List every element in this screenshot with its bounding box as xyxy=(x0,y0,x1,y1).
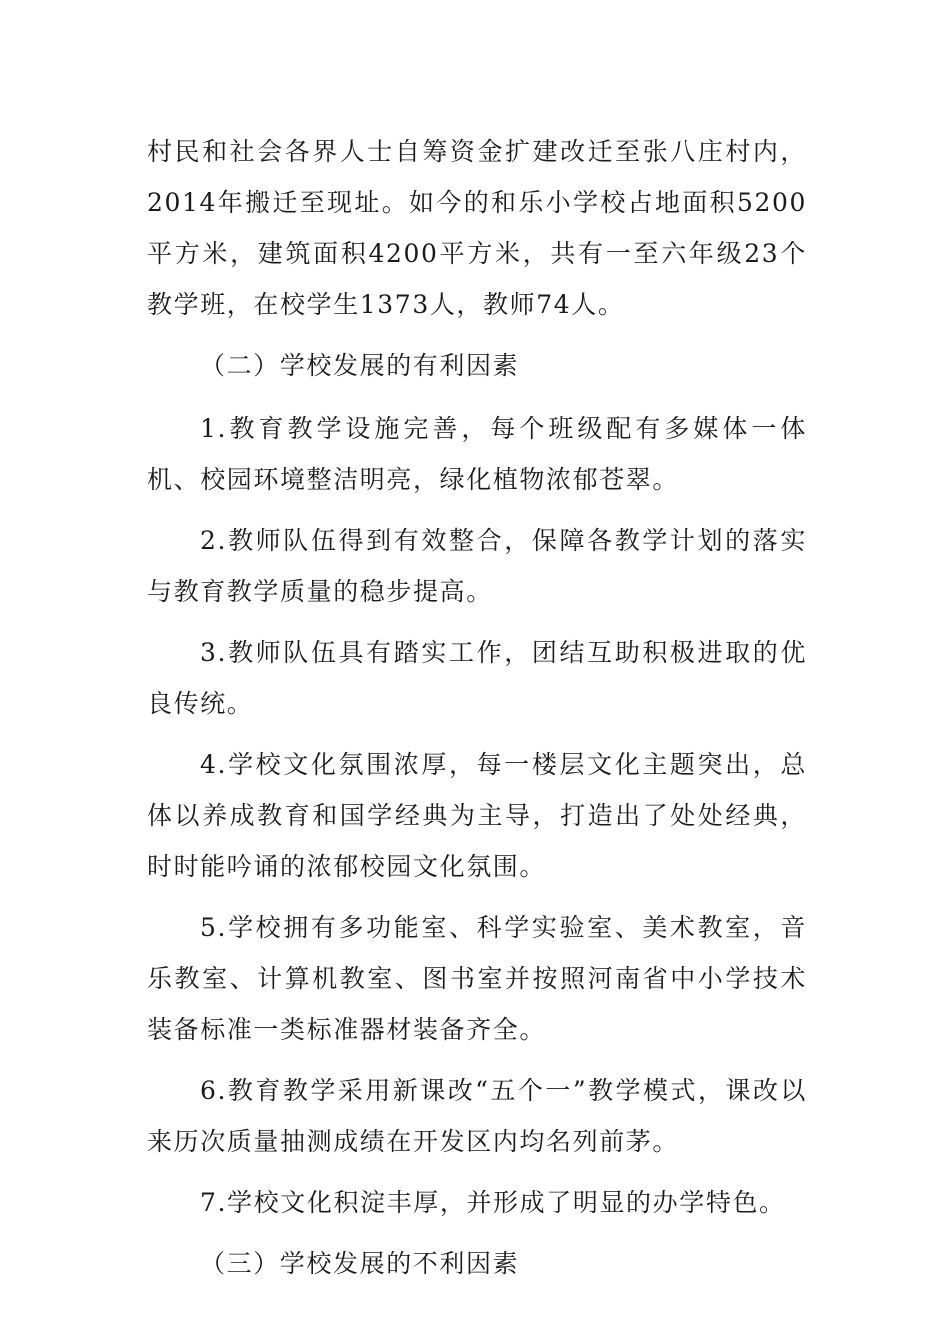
section-heading-unfavorable-factors: （三）学校发展的不利因素 xyxy=(200,1249,520,1278)
favorable-item-2: 2.教师队伍得到有效整合，保障各教学计划的落实与教育教学质量的稳步提高。 xyxy=(147,526,807,606)
favorable-item-3: 3.教师队伍具有踏实工作，团结互助积极进取的优良传统。 xyxy=(147,638,807,718)
section-heading-favorable-factors: （二）学校发展的有利因素 xyxy=(200,351,520,380)
favorable-item-4: 4.学校文化氛围浓厚，每一楼层文化主题突出，总体以养成教育和国学经典为主导，打造出了处处经典，时时能吟诵的浓郁校园文化氛围。 xyxy=(147,750,807,881)
favorable-item-1: 1.教育教学设施完善，每个班级配有多媒体一体机、校园环境整洁明亮，绿化植物浓郁苍翠。 xyxy=(147,414,807,494)
favorable-item-6: 6.教育教学采用新课改“五个一”教学模式，课改以来历次质量抽测成绩在开发区内均名列前茅。 xyxy=(147,1076,807,1156)
document-body xyxy=(147,126,807,1301)
intro-paragraph: 村民和社会各界人士自筹资金扩建改迁至张八庄村内，2014年搬迁至现址。如今的和乐小学校占地面积5200平方米，建筑面积4200平方米，共有一至六年级23个教学班，在校学生1373人，教师74人。 xyxy=(147,137,807,319)
favorable-item-5: 5.学校拥有多功能室、科学实验室、美术教室，音乐教室、计算机教室、图书室并按照河南省中小学技术装备标准一类标准器材装备齐全。 xyxy=(147,913,807,1044)
favorable-item-7: 7.学校文化积淀丰厚，并形成了明显的办学特色。 xyxy=(200,1188,786,1217)
